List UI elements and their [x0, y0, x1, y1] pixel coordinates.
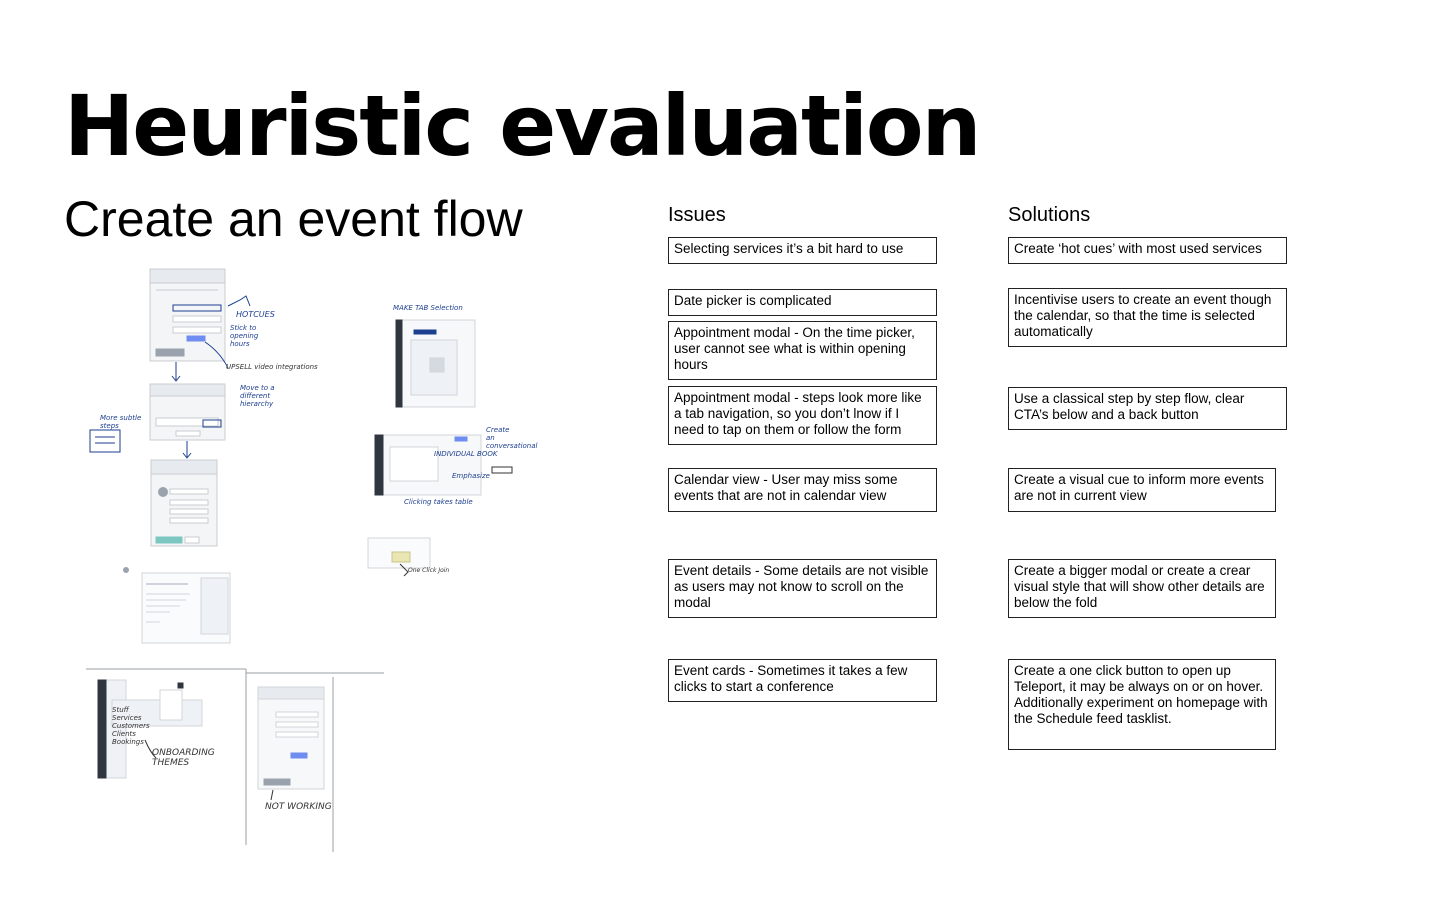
issue-card: Date picker is complicated: [668, 289, 937, 316]
issue-card: Selecting services it’s a bit hard to use: [668, 237, 937, 264]
calendar-sketch: [396, 320, 475, 407]
annotation-onboarding: ONBOARDING THEMES: [152, 748, 215, 768]
wireframe-sketches: [0, 0, 640, 900]
bottom-frames: [86, 669, 384, 852]
annotation-move: Move to a different hierarchy: [240, 384, 275, 408]
annotation-stick: Stick to opening hours: [230, 324, 259, 348]
annotation-create-convo: Create an conversational: [486, 426, 538, 450]
page-subtitle: Create an event flow: [64, 191, 523, 247]
email-sketch: [123, 567, 230, 643]
annotation-not-working: NOT WORKING: [265, 802, 332, 812]
services-modal-sketch: [150, 384, 225, 440]
solution-card: Use a classical step by step flow, clear CTA’s below and a back button: [1008, 387, 1287, 430]
solutions-heading: Solutions: [1008, 204, 1091, 226]
appointment-modal-sketch: [150, 269, 225, 361]
issue-card: Event cards - Sometimes it takes a few clicks to start a conference: [668, 659, 937, 702]
annotation-tab-selection: MAKE TAB Selection: [393, 304, 463, 312]
annotation-individual-book: INDIVIDUAL BOOK: [434, 450, 498, 458]
annotation-subtle: More subtle steps: [100, 414, 142, 430]
customer-modal-sketch: [151, 460, 217, 546]
annotation-hotcues: HOTCUES: [236, 310, 275, 319]
annotation-one-click: One Click Join: [408, 567, 450, 574]
annotation-items: Stuff Services Customers Clients Bookings: [112, 706, 150, 746]
annotation-upsell: UPSELL video integrations: [226, 363, 318, 371]
page-title: Heuristic evaluation: [64, 77, 980, 175]
solution-card: Create ‘hot cues’ with most used services: [1008, 237, 1287, 264]
solution-card: Incentivise users to create an event though the calendar, so that the time is selected automatically: [1008, 288, 1287, 347]
solution-card: Create a one click button to open up Teleport, it may be always on or on hover. Additionally experiment on homepage with the Schedule feed tasklist.: [1008, 659, 1276, 750]
annotation-clicking: Clicking takes table: [404, 498, 473, 506]
issues-heading: Issues: [668, 204, 726, 226]
solution-card: Create a bigger modal or create a crear visual style that will show other details are below the fold: [1008, 559, 1276, 618]
solution-card: Create a visual cue to inform more events are not in current view: [1008, 468, 1276, 512]
issue-card: Appointment modal - On the time picker, user cannot see what is within opening hours: [668, 321, 937, 380]
annotation-emphasize: Emphasize: [452, 472, 490, 480]
issue-card: Calendar view - User may miss some events that are not in calendar view: [668, 468, 937, 512]
issue-card: Event details - Some details are not visible as users may not know to scroll on the modal: [668, 559, 937, 618]
appointment-modal-v2-sketch: [258, 687, 324, 800]
issue-card: Appointment modal - steps look more like a tab navigation, so you don’t lnow if I need to tap on them or follow the form: [668, 386, 937, 445]
